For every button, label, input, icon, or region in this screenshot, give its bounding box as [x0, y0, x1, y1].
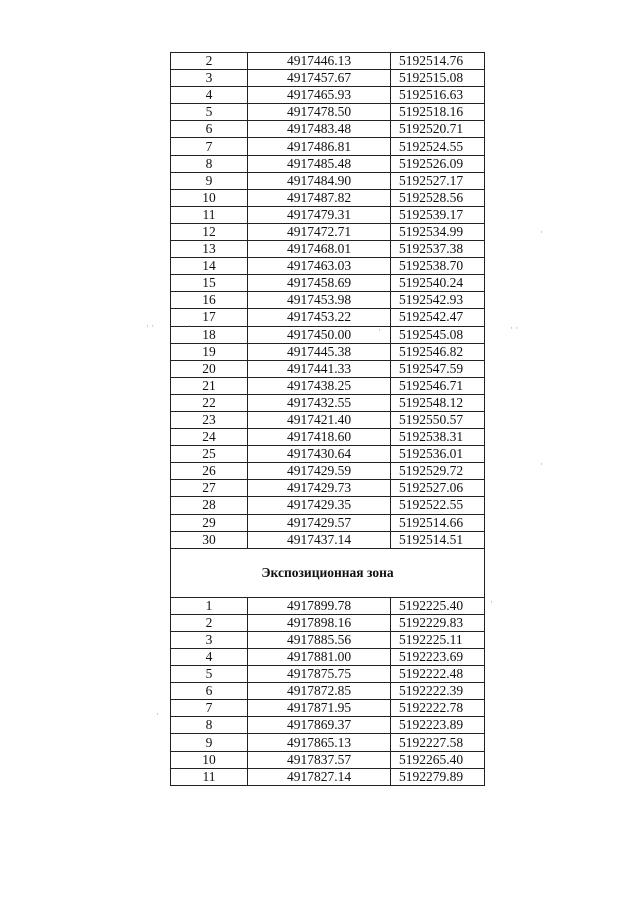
y-coordinate-cell: 5192529.72 [391, 463, 485, 480]
scan-speck: · [188, 321, 191, 331]
table-row [171, 53, 485, 70]
point-number-cell: 10 [171, 751, 248, 768]
point-number-cell: 12 [171, 223, 248, 240]
y-coordinate-cell: 5192222.78 [391, 700, 485, 717]
x-coordinate-cell: 4917837.57 [248, 751, 391, 768]
x-coordinate-cell: 4917453.22 [248, 309, 391, 326]
y-coordinate-cell: 5192542.47 [391, 309, 485, 326]
point-number-cell: 5 [171, 104, 248, 121]
point-number-cell: 2 [171, 614, 248, 631]
point-number-cell: 4 [171, 87, 248, 104]
table-row [171, 751, 485, 768]
x-coordinate-cell: 4917872.85 [248, 683, 391, 700]
x-coordinate-cell: 4917898.16 [248, 614, 391, 631]
section-title: Экспозиционная зона [171, 548, 485, 597]
table-row [171, 429, 485, 446]
table-row [171, 497, 485, 514]
table-row [171, 531, 485, 548]
y-coordinate-cell: 5192522.55 [391, 497, 485, 514]
x-coordinate-cell: 4917869.37 [248, 717, 391, 734]
y-coordinate-cell: 5192538.70 [391, 258, 485, 275]
point-number-cell: 19 [171, 343, 248, 360]
point-number-cell: 1 [171, 597, 248, 614]
table-row [171, 189, 485, 206]
x-coordinate-cell: 4917478.50 [248, 104, 391, 121]
x-coordinate-cell: 4917483.48 [248, 121, 391, 138]
point-number-cell: 3 [171, 70, 248, 87]
scan-speck: · · [146, 321, 155, 331]
point-number-cell: 2 [171, 53, 248, 70]
x-coordinate-cell: 4917429.35 [248, 497, 391, 514]
x-coordinate-cell: 4917463.03 [248, 258, 391, 275]
point-number-cell: 26 [171, 463, 248, 480]
point-number-cell: 15 [171, 275, 248, 292]
y-coordinate-cell: 5192537.38 [391, 241, 485, 258]
x-coordinate-cell: 4917458.69 [248, 275, 391, 292]
y-coordinate-cell: 5192528.56 [391, 189, 485, 206]
point-number-cell: 22 [171, 394, 248, 411]
x-coordinate-cell: 4917465.93 [248, 87, 391, 104]
point-number-cell: 11 [171, 206, 248, 223]
x-coordinate-cell: 4917453.98 [248, 292, 391, 309]
table-row [171, 206, 485, 223]
y-coordinate-cell: 5192223.89 [391, 717, 485, 734]
x-coordinate-cell: 4917421.40 [248, 411, 391, 428]
table-row [171, 514, 485, 531]
point-number-cell: 9 [171, 172, 248, 189]
y-coordinate-cell: 5192225.40 [391, 597, 485, 614]
y-coordinate-cell: 5192524.55 [391, 138, 485, 155]
point-number-cell: 3 [171, 631, 248, 648]
y-coordinate-cell: 5192222.39 [391, 683, 485, 700]
scan-speck: · [540, 459, 543, 469]
x-coordinate-cell: 4917438.25 [248, 377, 391, 394]
y-coordinate-cell: 5192539.17 [391, 206, 485, 223]
x-coordinate-cell: 4917875.75 [248, 666, 391, 683]
point-number-cell: 23 [171, 411, 248, 428]
point-number-cell: 11 [171, 768, 248, 785]
x-coordinate-cell: 4917430.64 [248, 446, 391, 463]
y-coordinate-cell: 5192227.58 [391, 734, 485, 751]
point-number-cell: 20 [171, 360, 248, 377]
point-number-cell: 10 [171, 189, 248, 206]
x-coordinate-cell: 4917899.78 [248, 597, 391, 614]
x-coordinate-cell: 4917418.60 [248, 429, 391, 446]
x-coordinate-cell: 4917441.33 [248, 360, 391, 377]
point-number-cell: 6 [171, 121, 248, 138]
table-row [171, 343, 485, 360]
point-number-cell: 29 [171, 514, 248, 531]
table-row [171, 614, 485, 631]
x-coordinate-cell: 4917472.71 [248, 223, 391, 240]
x-coordinate-cell: 4917865.13 [248, 734, 391, 751]
table-row [171, 631, 485, 648]
scan-speck: · [490, 597, 493, 607]
table-row [171, 223, 485, 240]
x-coordinate-cell: 4917485.48 [248, 155, 391, 172]
table-row [171, 326, 485, 343]
x-coordinate-cell: 4917881.00 [248, 649, 391, 666]
x-coordinate-cell: 4917486.81 [248, 138, 391, 155]
point-number-cell: 24 [171, 429, 248, 446]
point-number-cell: 17 [171, 309, 248, 326]
point-number-cell: 7 [171, 138, 248, 155]
table-row [171, 104, 485, 121]
point-number-cell: 21 [171, 377, 248, 394]
point-number-cell: 8 [171, 155, 248, 172]
table-row [171, 241, 485, 258]
table-row [171, 172, 485, 189]
x-coordinate-cell: 4917484.90 [248, 172, 391, 189]
scan-speck: · [378, 325, 381, 335]
y-coordinate-cell: 5192265.40 [391, 751, 485, 768]
table-row [171, 292, 485, 309]
point-number-cell: 13 [171, 241, 248, 258]
table-row [171, 394, 485, 411]
point-number-cell: 27 [171, 480, 248, 497]
table-row [171, 309, 485, 326]
y-coordinate-cell: 5192279.89 [391, 768, 485, 785]
table-row [171, 734, 485, 751]
y-coordinate-cell: 5192545.08 [391, 326, 485, 343]
table-row [171, 666, 485, 683]
x-coordinate-cell: 4917885.56 [248, 631, 391, 648]
x-coordinate-cell: 4917457.67 [248, 70, 391, 87]
y-coordinate-cell: 5192534.99 [391, 223, 485, 240]
y-coordinate-cell: 5192538.31 [391, 429, 485, 446]
point-number-cell: 9 [171, 734, 248, 751]
table-body-exposition-zone [171, 597, 485, 785]
point-number-cell: 14 [171, 258, 248, 275]
point-number-cell: 28 [171, 497, 248, 514]
table-row [171, 649, 485, 666]
x-coordinate-cell: 4917432.55 [248, 394, 391, 411]
y-coordinate-cell: 5192518.16 [391, 104, 485, 121]
point-number-cell: 6 [171, 683, 248, 700]
scan-speck: · [156, 709, 159, 719]
table-body-first-zone [171, 53, 485, 549]
table-row [171, 258, 485, 275]
y-coordinate-cell: 5192514.51 [391, 531, 485, 548]
y-coordinate-cell: 5192514.76 [391, 53, 485, 70]
y-coordinate-cell: 5192536.01 [391, 446, 485, 463]
x-coordinate-cell: 4917827.14 [248, 768, 391, 785]
table-row [171, 87, 485, 104]
coordinates-table [170, 52, 485, 786]
y-coordinate-cell: 5192542.93 [391, 292, 485, 309]
table-row [171, 700, 485, 717]
x-coordinate-cell: 4917429.73 [248, 480, 391, 497]
table-row [171, 411, 485, 428]
point-number-cell: 16 [171, 292, 248, 309]
y-coordinate-cell: 5192225.11 [391, 631, 485, 648]
x-coordinate-cell: 4917468.01 [248, 241, 391, 258]
scan-speck: · [540, 227, 543, 237]
table-row [171, 597, 485, 614]
table-row [171, 360, 485, 377]
y-coordinate-cell: 5192526.09 [391, 155, 485, 172]
point-number-cell: 18 [171, 326, 248, 343]
table-row [171, 70, 485, 87]
y-coordinate-cell: 5192548.12 [391, 394, 485, 411]
table-row [171, 377, 485, 394]
y-coordinate-cell: 5192520.71 [391, 121, 485, 138]
point-number-cell: 5 [171, 666, 248, 683]
table-row [171, 463, 485, 480]
x-coordinate-cell: 4917479.31 [248, 206, 391, 223]
point-number-cell: 8 [171, 717, 248, 734]
section-header-row [171, 548, 485, 597]
x-coordinate-cell: 4917871.95 [248, 700, 391, 717]
y-coordinate-cell: 5192222.48 [391, 666, 485, 683]
y-coordinate-cell: 5192547.59 [391, 360, 485, 377]
y-coordinate-cell: 5192516.63 [391, 87, 485, 104]
point-number-cell: 4 [171, 649, 248, 666]
y-coordinate-cell: 5192546.82 [391, 343, 485, 360]
x-coordinate-cell: 4917450.00 [248, 326, 391, 343]
table-row [171, 768, 485, 785]
x-coordinate-cell: 4917487.82 [248, 189, 391, 206]
table-row [171, 446, 485, 463]
point-number-cell: 25 [171, 446, 248, 463]
y-coordinate-cell: 5192223.69 [391, 649, 485, 666]
table-row [171, 275, 485, 292]
table-row [171, 138, 485, 155]
x-coordinate-cell: 4917446.13 [248, 53, 391, 70]
scan-speck: · · [510, 323, 519, 333]
y-coordinate-cell: 5192550.57 [391, 411, 485, 428]
x-coordinate-cell: 4917429.59 [248, 463, 391, 480]
point-number-cell: 7 [171, 700, 248, 717]
y-coordinate-cell: 5192229.83 [391, 614, 485, 631]
table-row [171, 155, 485, 172]
y-coordinate-cell: 5192527.06 [391, 480, 485, 497]
y-coordinate-cell: 5192540.24 [391, 275, 485, 292]
section-header-group [171, 548, 485, 597]
table-row [171, 480, 485, 497]
x-coordinate-cell: 4917437.14 [248, 531, 391, 548]
point-number-cell: 30 [171, 531, 248, 548]
table-row [171, 121, 485, 138]
table-row [171, 717, 485, 734]
table-row [171, 683, 485, 700]
y-coordinate-cell: 5192514.66 [391, 514, 485, 531]
y-coordinate-cell: 5192515.08 [391, 70, 485, 87]
x-coordinate-cell: 4917445.38 [248, 343, 391, 360]
y-coordinate-cell: 5192546.71 [391, 377, 485, 394]
x-coordinate-cell: 4917429.57 [248, 514, 391, 531]
y-coordinate-cell: 5192527.17 [391, 172, 485, 189]
